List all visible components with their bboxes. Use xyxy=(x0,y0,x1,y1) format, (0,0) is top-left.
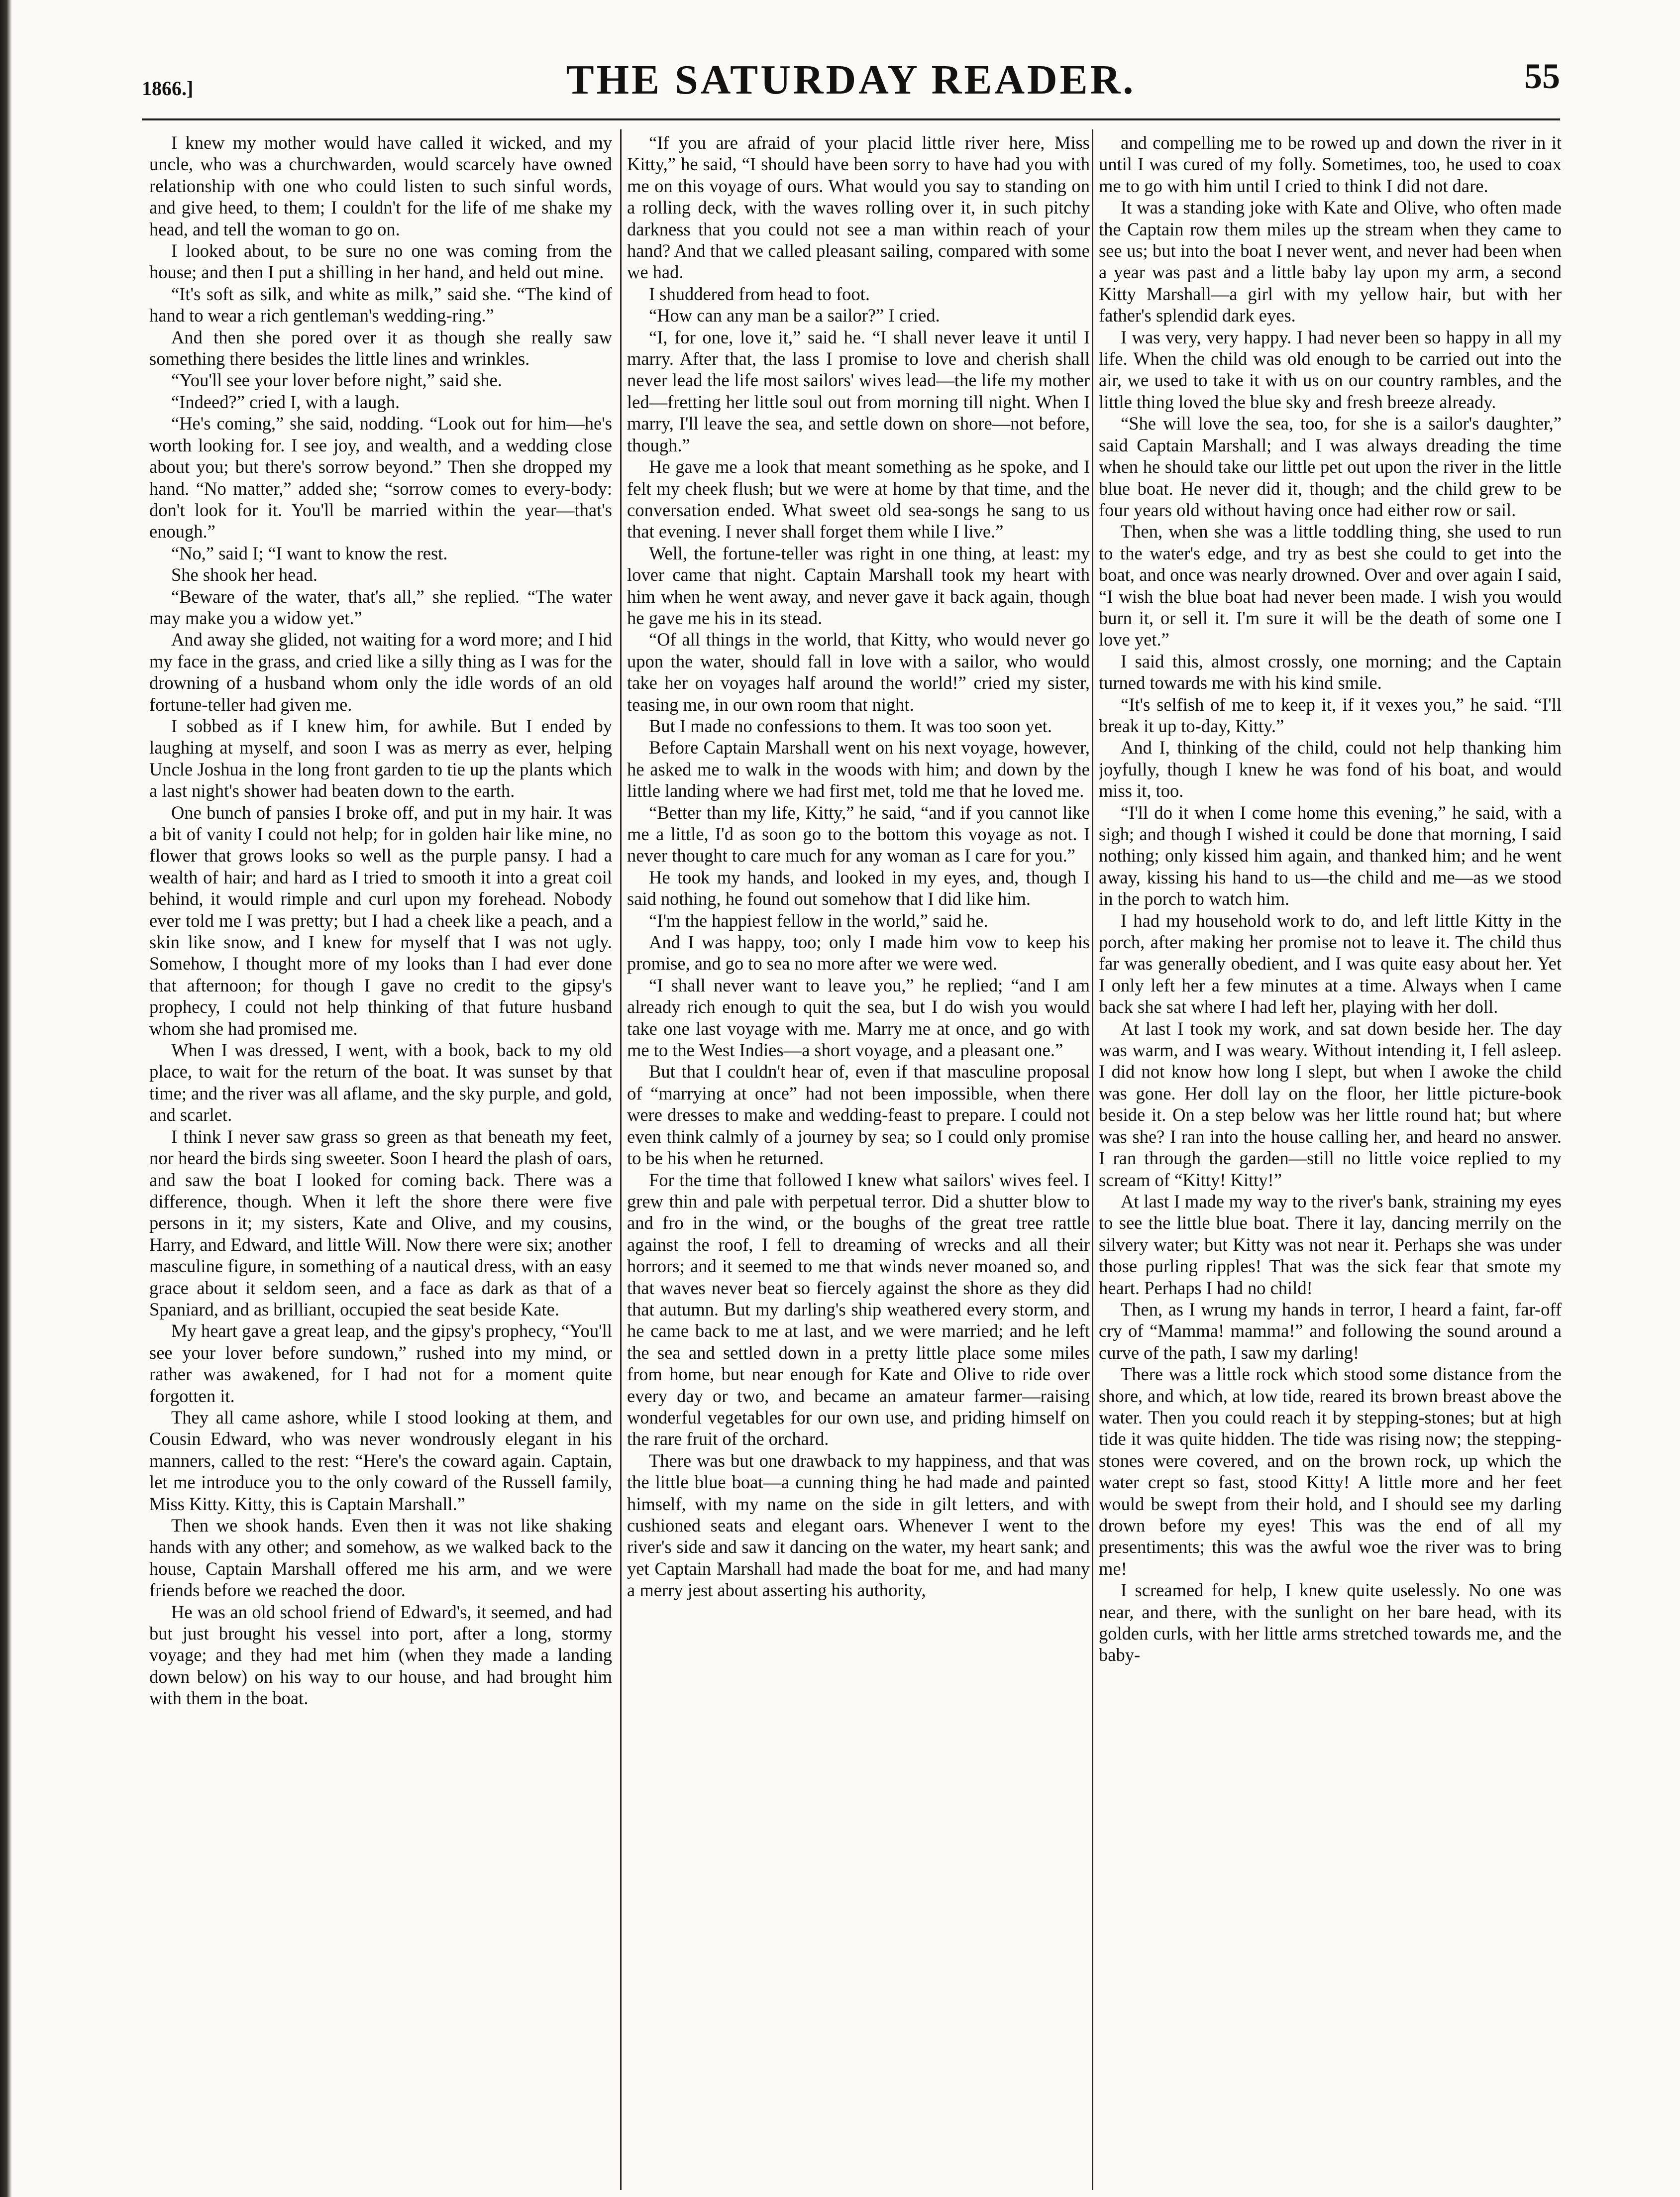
paragraph: “I, for one, love it,” said he. “I shall never leave it until I marry. After that, the lass I promise to love and cherish shall never lead the life most sailors' wives lead—the life my mother led—fretting her little soul out from morning till night. When I marry, I'll leave the sea, and settle down on shore—not before, though.” xyxy=(627,327,1090,455)
paragraph: My heart gave a great leap, and the gipsy's prophecy, “You'll see your lover before sundown,” rushed into my mind, or rather was awakened, for I had not for a moment quite forgotten it. xyxy=(149,1320,612,1406)
text-column-3 xyxy=(1099,132,1562,2183)
paragraph: I looked about, to be sure no one was coming from the house; and then I put a shilling in her hand, and held out mine. xyxy=(149,240,612,283)
paragraph: “Better than my life, Kitty,” he said, “and if you cannot like me a little, I'd as soon go to the bottom this voyage as not. I never thought to care much for any woman as I care for you.” xyxy=(627,802,1090,866)
paragraph: And then she pored over it as though she really saw something there besides the little lines and wrinkles. xyxy=(149,327,612,369)
paragraph: and compelling me to be rowed up and down the river in it until I was cured of my folly. Sometimes, too, he used to coax me to go with him until I cried to think I did not dare. xyxy=(1099,132,1562,196)
paragraph: “She will love the sea, too, for she is a sailor's daughter,” said Captain Marshall; and I was always dreading the time when he should take our little pet out upon the river in the little blue boat. He never did it, though; and the child grew to be four years old without having once had either row or sail. xyxy=(1099,413,1562,520)
paragraph: Well, the fortune-teller was right in one thing, at least: my lover came that night. Captain Marshall took my heart with him when he went away, and never gave it back again, though he gave me his in its stead. xyxy=(627,543,1090,628)
paragraph: He took my hands, and looked in my eyes, and, though I said nothing, he found out somehow that I did like him. xyxy=(627,867,1090,909)
paragraph: I had my household work to do, and left little Kitty in the porch, after making her promise not to leave it. The child thus far was generally obedient, and I was quite easy about her. Yet I only left her a few minutes at a time. Always when I came back she sat where I had left her, playing with her doll. xyxy=(1099,910,1562,1017)
paragraph: At last I made my way to the river's bank, straining my eyes to see the little blue boat. There it lay, dancing merrily on the silvery water; but Kitty was not near it. Perhaps she was under those purling ripples! That was the sick fear that smote my heart. Perhaps I had no child! xyxy=(1099,1191,1562,1298)
page-header xyxy=(142,56,1560,110)
paragraph: Before Captain Marshall went on his next voyage, however, he asked me to walk in the woods with him; and down by the little landing where we had first met, told me that he loved me. xyxy=(627,737,1090,801)
paragraph: “No,” said I; “I want to know the rest. xyxy=(171,543,448,563)
binding-edge xyxy=(0,0,12,2197)
paragraph: I think I never saw grass so green as that beneath my feet, nor heard the birds sing sweeter. Soon I heard the plash of oars, and saw the boat I looked for coming back. There was a difference, though. When it left the shore there were five persons in it; my sisters, Kate and Olive, and my cousins, Harry, and Edward, and little Will. Now there were six; another masculine figure, in something of a nautical dress, with an easy grace about it seldom seen, and a face as dark as that of a Spaniard, and as brilliant, occupied the seat beside Kate. xyxy=(149,1126,612,1319)
header-date: 1866.] xyxy=(142,77,194,100)
text-column-1 xyxy=(149,132,612,2183)
text-column-2 xyxy=(627,132,1090,2183)
paragraph: Then, when she was a little toddling thing, she used to run to the water's edge, and try as best she could to get into the boat, and once was nearly drowned. Over and over again I said, “I wish the blue boat had never been made. I wish you would burn it, or sell it. I'm sure it will be the death of some one I love yet.” xyxy=(1099,521,1562,650)
paragraph: “If you are afraid of your placid little river here, Miss Kitty,” he said, “I should have been sorry to have had you with me on this voyage of ours. What would you say to standing on a rolling deck, with the waves rolling over it, in such pitchy darkness that you could not see a man within reach of your hand? And that we called pleasant sailing, compared with some we had. xyxy=(627,132,1090,283)
paragraph: Then, as I wrung my hands in terror, I heard a faint, far-off cry of “Mamma! mamma!” and following the sound around a curve of the path, I saw my darling! xyxy=(1099,1299,1562,1363)
paragraph: I said this, almost crossly, one morning; and the Captain turned towards me with his kind smile. xyxy=(1099,651,1562,693)
paragraph: “He's coming,” she said, nodding. “Look out for him—he's worth looking for. I see joy, and wealth, and a wedding close about you; but there's sorrow beyond.” Then she dropped my hand. “No matter,” added she; “sorrow comes to every-body: don't look for it. You'll be married within the year—that's enough.” xyxy=(149,413,612,542)
paragraph: I was very, very happy. I had never been so happy in all my life. When the child was old enough to be carried out into the air, we used to take it with us on our country rambles, and the little thing loved the blue sky and fresh breeze already. xyxy=(1099,327,1562,412)
paragraph: I sobbed as if I knew him, for awhile. But I ended by laughing at myself, and soon I was as merry as ever, helping Uncle Joshua in the long front garden to tie up the plants which a last night's shower had beaten down to the earth. xyxy=(149,715,612,801)
column-divider xyxy=(1092,129,1093,2190)
paragraph: But I made no confessions to them. It was too soon yet. xyxy=(649,715,1052,736)
paragraph: “How can any man be a sailor?” I cried. xyxy=(649,305,940,326)
paragraph: At last I took my work, and sat down beside her. The day was warm, and I was weary. Without intending it, I fell asleep. I did not know how long I slept, but when I awoke the child was gone. Her doll lay on the floor, her little picture-book beside it. On a step below was her little round hat; but where was she? I ran into the house calling her, and heard no answer. I ran through the garden—still no little voice replied to my scream of “Kitty! Kitty!” xyxy=(1099,1018,1562,1190)
paragraph: One bunch of pansies I broke off, and put in my hair. It was a bit of vanity I could not help; for in golden hair like mine, no flower that grows looks so well as the purple pansy. I had a wealth of hair; and hard as I tried to smooth it into a great coil behind, it would rimple and curl upon my forehead. Nobody ever told me I was pretty; but I had a cheek like a peach, and a skin like snow, and I knew for myself that I was not ugly. Somehow, I thought more of my looks than I had ever done that afternoon; for though I gave no credit to the gipsy's prophecy, I could not help thinking of that future husband whom she had promised me. xyxy=(149,802,612,1039)
paragraph: “Beware of the water, that's all,” she replied. “The water may make you a widow yet.” xyxy=(149,586,612,628)
paragraph: “You'll see your lover before night,” said she. xyxy=(171,370,502,391)
paragraph: And away she glided, not waiting for a word more; and I hid my face in the grass, and cried like a silly thing as I was for the drowning of a husband whom only the idle words of an old fortune-teller had given me. xyxy=(149,629,612,715)
paragraph: I screamed for help, I knew quite uselessly. No one was near, and there, with the sunlight on her bare head, with its golden curls, with her little arms stretched towards me, and the baby- xyxy=(1099,1580,1562,1665)
paragraph: For the time that followed I knew what sailors' wives feel. I grew thin and pale with perpetual terror. Did a shutter blow to and fro in the wind, or the boughs of the great tree rattle against the roof, I fell to dreaming of wrecks and all their horrors; and it seemed to me that winds never moaned so, and that waves never beat so fiercely against the shore as they did that autumn. But my darling's ship weathered every storm, and he came back to me at last, and we were married; and he left the sea and settled down in a pretty little place some miles from home, but near enough for Kate and Olive to ride over every day or two, and became an amateur farmer—raising wonderful vegetables for our own use, and priding himself on the rare fruit of the orchard. xyxy=(627,1169,1090,1449)
paragraph: “I'll do it when I come home this evening,” he said, with a sigh; and though I wished it could be done that morning, I said nothing; only kissed him again, and thanked him; and he went away, kissing his hand to us—the child and me—as we stood in the porch to watch him. xyxy=(1099,802,1562,909)
paragraph: He was an old school friend of Edward's, it seemed, and had but just brought his vessel into port, after a long, stormy voyage; and they had met him (when they made a landing down below) on his way to our house, and had brought him with them in the boat. xyxy=(149,1601,612,1709)
paragraph: It was a standing joke with Kate and Olive, who often made the Captain row them miles up the stream when they came to see us; but into the boat I never went, and never had been when a year was past and a little baby lay upon my arm, a second Kitty Marshall—a girl with my yellow hair, but with her father's splendid dark eyes. xyxy=(1099,197,1562,326)
paragraph: They all came ashore, while I stood looking at them, and Cousin Edward, who was never wondrously elegant in his manners, called to the rest: “Here's the coward again. Captain, let me introduce you to the only coward of the Russell family, Miss Kitty. Kitty, this is Captain Marshall.” xyxy=(149,1407,612,1514)
paragraph: “It's soft as silk, and white as milk,” said she. “The kind of hand to wear a rich gentleman's wedding-ring.” xyxy=(149,283,612,326)
paragraph: “I shall never want to leave you,” he replied; “and I am already rich enough to quit the sea, but I do wish you would take one last voyage with me. Marry me at once, and go with me to the West Indies—a short voyage, and a pleasant one.” xyxy=(627,975,1090,1061)
paragraph: “I'm the happiest fellow in the world,” said he. xyxy=(649,910,988,931)
paragraph: There was a little rock which stood some distance from the shore, and which, at low tide, reared its brown breast above the water. Then you could reach it by stepping-stones; but at high tide it was quite hidden. The tide was rising now; the stepping-stones were covered, and on the brown rock, up which the water crept so fast, stood Kitty! A little more and her feet would be swept from their hold, and I should see my darling drown before my eyes! This was the end of all my presentiments; this was the awful woe the river was to bring me! xyxy=(1099,1364,1562,1579)
masthead-title: THE SATURDAY READER. xyxy=(566,57,1136,103)
paragraph: He gave me a look that meant something as he spoke, and I felt my cheek flush; but we were at home by that time, and the conversation ended. What sweet old sea-songs he sang to us that evening. I never shall forget them while I live.” xyxy=(627,456,1090,542)
page-number: 55 xyxy=(1524,56,1560,96)
column-divider xyxy=(620,129,622,2190)
paragraph: She shook her head. xyxy=(171,564,317,585)
paragraph: “Indeed?” cried I, with a laugh. xyxy=(171,391,400,412)
paragraph: But that I couldn't hear of, even if that masculine proposal of “marrying at once” had not been impossible, when there were dresses to make and wedding-feast to prepare. I could not even think calmly of a journey by sea; so I could only promise to be his when he returned. xyxy=(627,1061,1090,1169)
paragraph: I knew my mother would have called it wicked, and my uncle, who was a churchwarden, would scarcely have owned relationship with one who could listen to such sinful words, and give heed, to them; I couldn't for the life of me shake my head, and tell the woman to go on. xyxy=(149,132,612,239)
paragraph: When I was dressed, I went, with a book, back to my old place, to wait for the return of the boat. It was sunset by that time; and the river was all aflame, and the sky purple, and gold, and scarlet. xyxy=(149,1040,612,1125)
paragraph: And I, thinking of the child, could not help thanking him joyfully, though I knew he was fond of his boat, and would miss it, too. xyxy=(1099,737,1562,801)
paragraph: “It's selfish of me to keep it, if it vexes you,” he said. “I'll break it up to-day, Kitty.” xyxy=(1099,694,1562,736)
paragraph: I shuddered from head to foot. xyxy=(649,283,870,304)
paragraph: And I was happy, too; only I made him vow to keep his promise, and go to sea no more after we were wed. xyxy=(627,932,1090,974)
paragraph: Then we shook hands. Even then it was not like shaking hands with any other; and somehow, as we walked back to the house, Captain Marshall offered me his arm, and we were friends before we reached the door. xyxy=(149,1515,612,1601)
header-rule xyxy=(142,118,1560,120)
paragraph: “Of all things in the world, that Kitty, who would never go upon the water, should fall in love with a sailor, who would take her on voyages half around the world!” cried my sister, teasing me, in our own room that night. xyxy=(627,629,1090,715)
paragraph: There was but one drawback to my happiness, and that was the little blue boat—a cunning thing he had made and painted himself, with my name on the side in gilt letters, and with cushioned seats and elegant oars. Whenever I went to the river's side and saw it dancing on the water, my heart sank; and yet Captain Marshall had made the boat for me, and had many a merry jest about asserting his authority, xyxy=(627,1450,1090,1601)
